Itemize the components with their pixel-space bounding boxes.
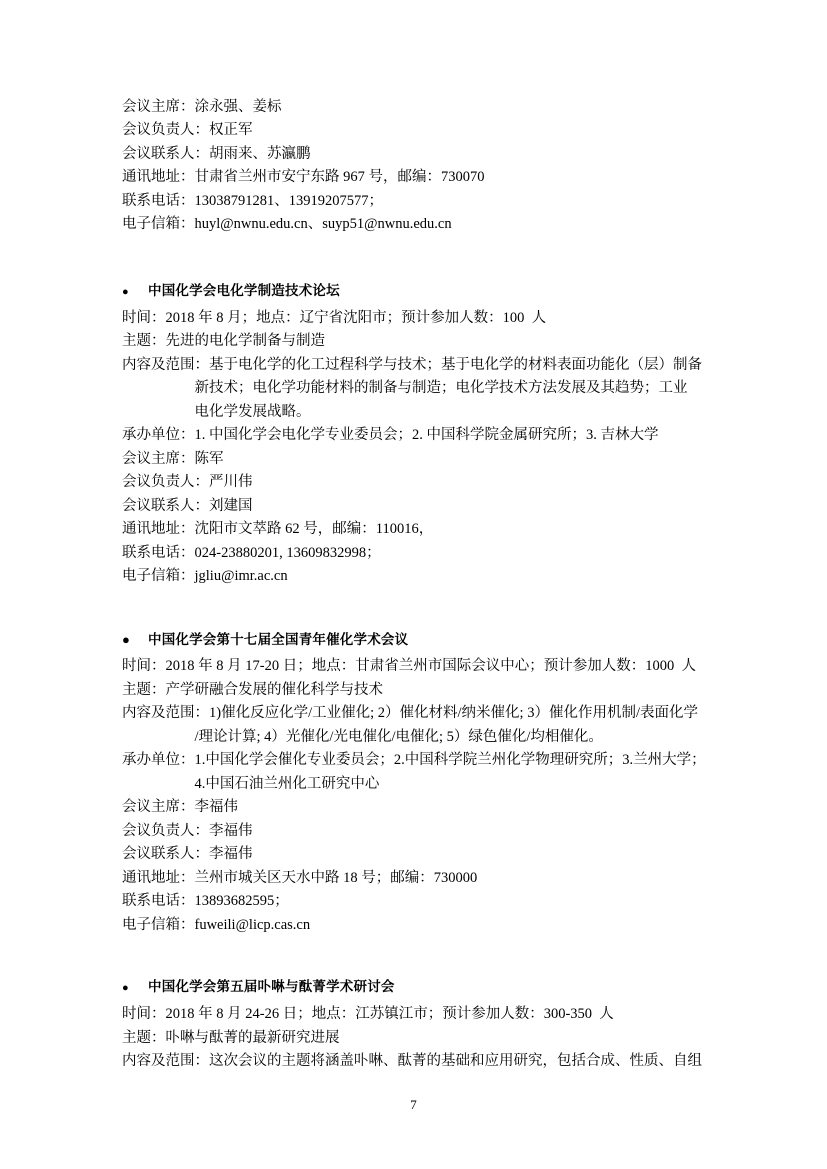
section-body — [122, 1003, 737, 1073]
text-line: 会议负责人：权正军 — [122, 122, 253, 139]
page-number: 7 — [410, 1097, 417, 1112]
text-line: 会议负责人：李福伟 — [122, 822, 253, 839]
section-title: 中国化学会电化学制造技术论坛 — [148, 282, 340, 299]
text-line: 新技术；电化学功能材料的制备与制造；电化学技术方法发展及其趋势；工业 — [122, 380, 688, 397]
section-spacer — [122, 937, 737, 977]
text-line: 主题：先进的电化学制备与制造 — [122, 333, 325, 350]
text-line: 会议主席：涂永强、姜标 — [122, 99, 282, 115]
text-line: 通讯地址：甘肃省兰州市安宁东路 967 号，邮编：730070 — [122, 169, 485, 186]
text-line: 承办单位：1. 中国化学会电化学专业委员会；2. 中国科学院金属研究所；3. 吉林大学 — [122, 427, 659, 444]
text-line: 联系电话：024-23880201, 13609832998； — [122, 544, 381, 561]
section-title: 中国化学会第五届卟啉与酞菁学术研讨会 — [148, 979, 395, 996]
text-line: 会议主席：李福伟 — [122, 799, 238, 816]
text-line: 主题：产学研融合发展的催化科学与技术 — [122, 681, 383, 698]
contact-block-top — [122, 96, 737, 237]
text-line: 会议联系人：胡雨来、苏瀛鹏 — [122, 145, 311, 162]
text-line: 联系电话：13038791281、13919207577； — [122, 192, 383, 209]
section-spacer — [122, 237, 737, 281]
text-line: 时间：2018 年 8 月；地点：辽宁省沈阳市；预计参加人数：100 人 — [122, 309, 547, 326]
text-line: 承办单位：1.中国化学会催化专业委员会；2.中国科学院兰州化学物理研究所；3.兰州大学； — [122, 752, 706, 769]
text-line: 主题：卟啉与酞菁的最新研究进展 — [122, 1029, 340, 1046]
text-line: 时间：2018 年 8 月 17-20 日；地点：甘肃省兰州市国际会议中心；预计参加人数：1000 人 — [122, 658, 696, 675]
section-heading — [122, 629, 737, 652]
text-line: 联系电话：13893682595； — [122, 893, 289, 910]
text-line: 会议联系人：刘建国 — [122, 497, 253, 514]
bullet-icon: ● — [122, 982, 129, 995]
text-line: 通讯地址：沈阳市文萃路 62 号，邮编：110016， — [122, 521, 434, 538]
text-line: 内容及范围：基于电化学的化工过程科学与技术；基于电化学的材料表面功能化（层）制备 — [122, 356, 702, 373]
section-body — [122, 655, 737, 937]
bullet-icon: ● — [122, 631, 130, 647]
text-line: 会议负责人：严川伟 — [122, 474, 253, 491]
text-line: 通讯地址：兰州市城关区天水中路 18 号；邮编：730000 — [122, 869, 478, 886]
section-spacer — [122, 589, 737, 629]
text-line: 电子信箱：fuweili@licp.cas.cn — [122, 916, 311, 933]
conference-section-electrochemistry — [122, 281, 737, 589]
text-line: 会议主席：陈军 — [122, 450, 224, 467]
text-line: 电化学发展战略。 — [122, 403, 311, 420]
section-heading — [122, 977, 737, 999]
text-line: 会议联系人：李福伟 — [122, 846, 253, 863]
bullet-icon: ● — [122, 285, 129, 298]
text-line: /理论计算; 4）光催化/光电催化/电催化; 5）绿色催化/均相催化。 — [122, 728, 603, 745]
conference-section-catalysis — [122, 629, 737, 938]
text-line: 内容及范围：这次会议的主题将涵盖卟啉、酞菁的基础和应用研究，包括合成、性质、自组 — [122, 1053, 702, 1070]
text-line: 电子信箱：huyl@nwnu.edu.cn、suyp51@nwnu.edu.cn — [122, 216, 452, 233]
text-line: 内容及范围：1)催化反应化学/工业催化; 2）催化材料/纳米催化; 3）催化作用机制/表面化学 — [122, 705, 698, 722]
text-line: 4.中国石油兰州化工研究中心 — [122, 775, 380, 792]
text-line: 电子信箱：jgliu@imr.ac.cn — [122, 568, 288, 585]
text-line: 时间：2018 年 8 月 24-26 日；地点：江苏镇江市；预计参加人数：300-350 人 — [122, 1006, 614, 1023]
section-heading — [122, 281, 737, 303]
section-title: 中国化学会第十七届全国青年催化学术会议 — [148, 631, 409, 648]
section-body — [122, 307, 737, 589]
conference-section-porphyrin — [122, 977, 737, 1073]
